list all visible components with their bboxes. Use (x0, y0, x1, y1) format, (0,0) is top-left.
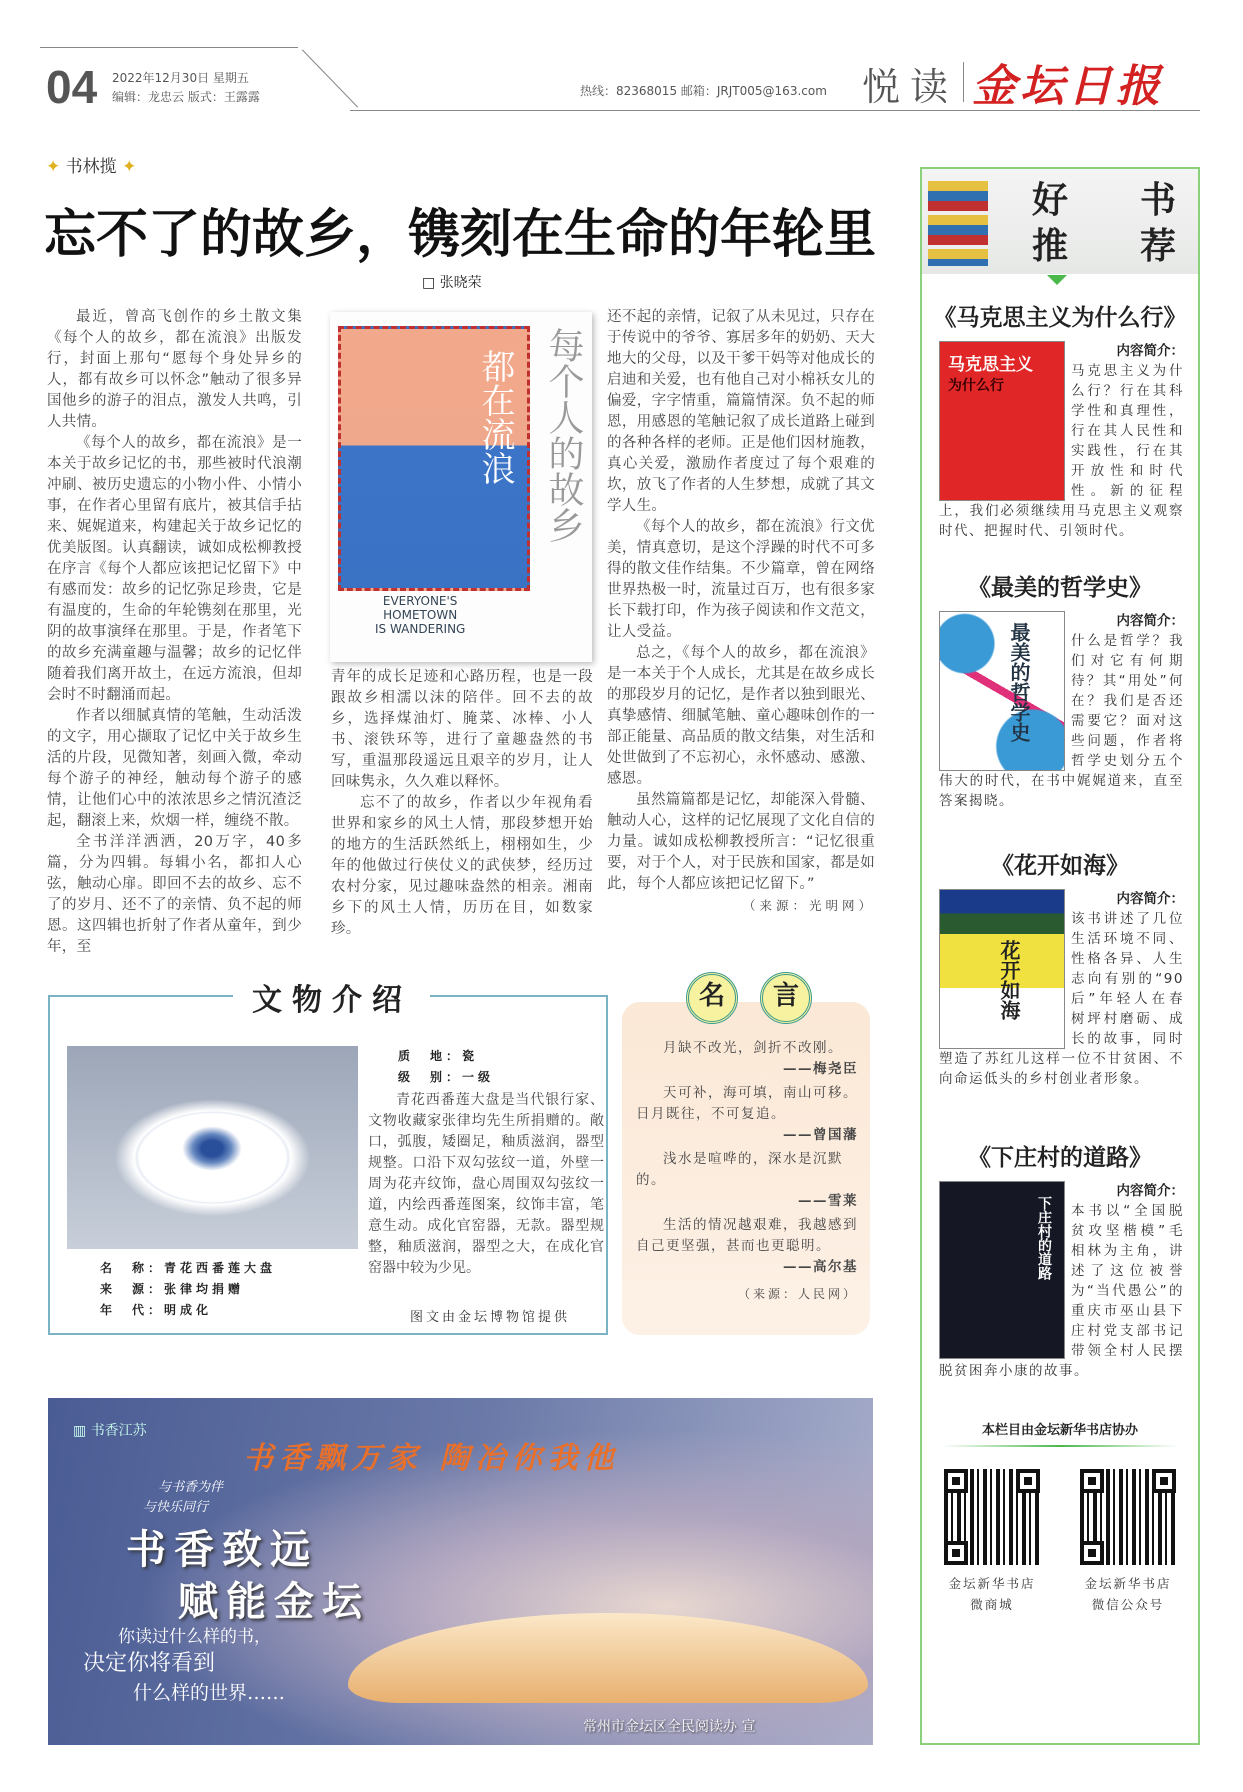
open-book-image (348, 1613, 868, 1703)
article-column-3 (607, 307, 875, 916)
contact-info: 热线：82368015 邮箱：JRJT005@163.com (580, 84, 827, 98)
paragraph: 《每个人的故乡，都在流浪》是一本关于故乡记忆的书，那些被时代浪潮冲刷、被历史遗忘的小物小件、小情小事，在作者心里留有底片，被其信手拈来、娓娓道来，构建起关于故乡记忆的优美版图。认真翻读，诚如成松柳教授在序言《每个人都应该把记忆留下》中有感而发：故乡的记忆弥足珍贵，它是有温度的，生命的年轮镌刻在那里，光阴的故事演绎在那里。于是，作者笔下的故乡充满童趣与温馨；故乡的记忆伴随着我们离开故土，在远方流浪，但却会时不时翻涌而起。 (47, 435, 302, 703)
banner-credit: 常州市金坛区全民阅读办 宣 (583, 1719, 756, 1735)
quote-list (636, 1038, 858, 1305)
relic-credit: 图文由金坛博物馆提供 (410, 1310, 571, 1325)
sidebar-title-line: 推 荐 (1032, 225, 1195, 267)
paragraph: 总之，《每个人的故乡，都在流浪》是一本关于个人成长，尤其是在故乡成长的那段岁月的记忆，是作者以独到眼光、真挚感情、细腻笔触、童心趣味创作的一部正能量、高品质的散文结集，对生活和处世做到了不忘初心，永怀感动、感激、感恩。 (607, 645, 875, 787)
banner-small-text: 与快乐同行 (143, 1500, 209, 1515)
book-intro (939, 889, 1184, 1089)
quote-author: ——雪莱 (798, 1193, 858, 1209)
qr-label (1068, 1573, 1188, 1615)
qr-label-line: 金坛新华书店 (1084, 1576, 1172, 1591)
header-rule (302, 49, 358, 107)
square-icon: □ (422, 275, 436, 291)
cover-en-line: HOMETOWN (383, 608, 458, 622)
quote-text: 月缺不改光，剑折不改刚。 (663, 1040, 843, 1056)
intro-text: 该书讲述了几位生活环境不同、性格各异、人生志向有别的“90后”年轻人在春树坪村磨砺、成长的故事，同时塑造了苏红儿这样一位不甘贫困、不向命运低头的乡村创业者形象。 (939, 911, 1184, 1087)
quotes-badge: 言 (760, 972, 812, 1024)
quotes-badge: 名 (686, 972, 738, 1024)
cover-illustration (338, 326, 530, 591)
editors: 编辑：龙忠云 版式：王露露 (112, 90, 260, 104)
book-title: 《马克思主义为什么行》 (933, 304, 1187, 331)
relic-name: 名 称：青花西番莲大盘 (100, 1261, 277, 1275)
banner-slogan: 书香飘万家 陶冶你我他 (243, 1441, 620, 1476)
banner-headline: 赋能金坛 (178, 1579, 370, 1625)
qr-label (932, 1573, 1052, 1615)
book-title: 《下庄村的道路》 (968, 1144, 1152, 1171)
paragraph: 忘不了的故乡，作者以少年视角看世界和家乡的风土人情，那段梦想开始的地方的生活跃然纸上，栩栩如生，少年的他做过行侠仗义的武侠梦，经历过农村分家，见过趣味盎然的相亲。湘南乡下的风土人情，历历在目，如数家珍。 (331, 795, 593, 937)
issue-date: 2022年12月30日 星期五 (112, 71, 249, 85)
qr-label-line: 微商城 (970, 1597, 1014, 1612)
page-number: 04 (46, 61, 98, 113)
author: 张晓荣 (439, 275, 482, 291)
paragraph: 作者以细腻真情的笔触，生动活泼的文字，用心撷取了记忆中关于故乡生活的片段，见微知著，刻画入微，牵动每个游子的神经，触动每个游子的感情，让他们心中的浓浓思乡之情沉渣泛起，翻滚上来，炊烟一样，缠绕不散。 (47, 708, 302, 829)
banner-logo-text: 书香江苏 (90, 1423, 147, 1439)
book-title: 《最美的哲学史》 (968, 574, 1152, 601)
intro-label: 内容简介： (1116, 891, 1184, 907)
quote-text: 浅水是喧哗的，深水是沉默的。 (636, 1151, 843, 1188)
article-column-1 (47, 307, 302, 958)
newspaper-logo: 金坛日报 (972, 61, 1164, 112)
book-icon: ▥ (73, 1423, 87, 1439)
intro-label: 内容简介： (1116, 1183, 1184, 1199)
book-stack-icon (928, 181, 988, 266)
paragraph: 虽然篇篇都是记忆，却能深入骨髓、触动人心，这样的记忆展现了文化自信的力量。诚如成松柳教授所言：“记忆很重要，对于个人，对于民族和国家，都是如此，每个人都应该把记忆留下。” (607, 792, 875, 892)
book-cover-philosophy: 最美的哲学史 (939, 611, 1065, 771)
banner-logo (73, 1420, 147, 1440)
quotes-box (622, 981, 870, 1335)
book-intro (939, 341, 1184, 541)
sidebar-title-line: 好 书 (1032, 179, 1195, 221)
porcelain-plate-photo (67, 1046, 358, 1249)
quote-author: ——曾国藩 (783, 1127, 858, 1143)
banner-line: 什么样的世界…… (133, 1682, 286, 1704)
qr-code-wechat[interactable] (1080, 1469, 1176, 1565)
paragraph: 青年的成长足迹和心路历程，也是一段跟故乡相濡以沫的陪伴。回不去的故乡，选择煤油灯、腌菜、冰棒、小人书、滚铁环等，进行了童趣盎然的书写，重温那段遥远且艰辛的岁月，让人回味隽永，久久难以释怀。 (331, 669, 593, 790)
triangle-marker (1047, 275, 1067, 285)
column-tag-label: 书林揽 (65, 157, 117, 177)
intro-text: 本书以“全国脱贫攻坚楷模”毛相林为主角，讲述了这位被誉为“当代愚公”的重庆市巫山县下庄村党支部书记带领全村人民摆脱贫困奔小康的故事。 (939, 1203, 1184, 1379)
relic-grade: 级 别：一级 (398, 1070, 495, 1084)
sidebar-assist-note: 本栏目由金坛新华书店协办 (981, 1423, 1138, 1438)
banner-line: 决定你将看到 (83, 1651, 216, 1676)
relic-origin: 来 源：张律均捐赠 (100, 1282, 245, 1296)
relic-specs (398, 1046, 494, 1088)
byline (422, 272, 482, 292)
quote-author: ——梅尧臣 (783, 1061, 858, 1077)
cover-title: 马克思主义 (948, 355, 1033, 375)
relic-material: 质 地：瓷 (398, 1049, 479, 1063)
book-intro (939, 611, 1184, 811)
column-tag (46, 152, 136, 177)
section-name: 悦读 (862, 65, 959, 109)
book-cover-flowers: 花开如海 (939, 889, 1065, 1049)
header-rule (40, 47, 298, 48)
book-intro (939, 1181, 1184, 1381)
intro-label: 内容简介： (1116, 613, 1184, 629)
intro-text: 马克思主义为什么行？行在其科学性和真理性，行在其人民性和实践性，行在其开放性和时代性。新的征程上，我们必须继续用马克思主义观察时代、把握时代、引领时代。 (939, 363, 1184, 539)
cover-subtitle: 为什么行 (948, 378, 1004, 394)
quote-text: 天可补，海可填，南山可移。日月既往，不可复追。 (636, 1085, 858, 1122)
banner-headline: 书香致远 (126, 1527, 318, 1573)
book-title: 《花开如海》 (991, 852, 1129, 879)
quote-text: 生活的情况越艰难，我越感到自己更坚强，甚而也更聪明。 (636, 1217, 858, 1254)
divider (942, 1445, 1178, 1447)
paragraph: 最近，曾高飞创作的乡土散文集《每个人的故乡，都在流浪》出版发行，封面上那句“愿每个身处异乡的人，都有故乡可以怀念”触动了很多异国他乡的游子的泪点，激发人共鸣，引人共情。 (47, 309, 302, 430)
paragraph: 还不起的亲情，记叙了从未见过，只存在于传说中的爷爷、寡居多年的奶奶、天大地大的父母，以及干爹干妈等对他成长的启迪和关爱，也有他自己对小棉袄女儿的偏爱，字字情重，篇篇情深。负不起的师恩，用感恩的笔触记叙了成长道路上碰到的各种各样的老师。正是他们因材施教，真心关爱，激励作者度过了每个艰难的坎，放飞了作者的人生梦想，成就了其文学人生。 (607, 309, 875, 514)
sidebar-title (1032, 177, 1194, 269)
relic-description: 青花西番莲大盘是当代银行家、文物收藏家张律均先生所捐赠的。敞口，弧腹，矮圈足，釉质滋润，器型规整。口沿下双勾弦纹一道，外壁一周为花卉纹饰，盘心周围双勾弦纹一道，内绘西番莲图案，纹饰丰富，笔意生动。成化官窑器，无款。器型规整，釉质滋润，器型之大，在成化官窑器中较为少见。 (368, 1092, 604, 1276)
intro-text: 什么是哲学？我们对它有何期待？其“用处”何在？我们是否还需要它？面对这些问题，作者将哲学史划分五个伟大的时代，在书中娓娓道来，直至答案揭晓。 (939, 633, 1184, 809)
qr-label-line: 微信公众号 (1091, 1597, 1165, 1612)
book-cover-image (330, 312, 592, 662)
article-headline: 忘不了的故乡，镌刻在生命的年轮里 (44, 204, 877, 265)
star-icon: ✦ (46, 157, 61, 177)
book-recommendation-sidebar (920, 167, 1200, 1745)
relic-era: 年 代：明成化 (100, 1303, 213, 1317)
reading-promo-banner (48, 1398, 873, 1745)
quote-author: ——高尔基 (783, 1259, 858, 1275)
book-cover-road: 下庄村的道路 (939, 1181, 1065, 1359)
header-meta (112, 69, 260, 107)
cover-title: 每个人的故乡 (543, 327, 584, 543)
quotes-source: （来源：人民网） (737, 1287, 858, 1301)
star-icon: ✦ (122, 157, 137, 177)
sidebar-header (922, 169, 1198, 274)
paragraph: 全书洋洋洒洒，20万字，40多篇，分为四辑。每辑小名，都扣人心弦，触动心扉。即回不去的故乡、忘不了的岁月、还不了的亲情、负不起的师恩。这四辑也折射了作者从童年，到少年，至 (47, 834, 302, 955)
banner-small-text: 与书香为伴 (158, 1480, 224, 1495)
cover-english (375, 594, 465, 636)
lotus-motif (182, 1126, 242, 1171)
cover-en-line: EVERYONE'S (382, 594, 458, 608)
banner-line: 你读过什么样的书， (118, 1627, 271, 1647)
article-source: （来源：光明网） (742, 898, 875, 913)
paragraph: 《每个人的故乡，都在流浪》行文优美，情真意切，是这个浮躁的时代不可多得的散文佳作结集。不少篇章，曾在网络世界热极一时，流量过百万，也有很多家长下载打印，作为孩子阅读和作文范文，让人受益。 (607, 519, 875, 640)
relic-meta (100, 1258, 276, 1321)
qr-label-line: 金坛新华书店 (948, 1576, 1036, 1591)
intro-label: 内容简介： (1116, 343, 1184, 359)
cover-en-line: IS WANDERING (375, 622, 466, 636)
qr-code-mall[interactable] (944, 1469, 1040, 1565)
relic-title: 文物介绍 (240, 975, 424, 1019)
article-column-2 (331, 667, 593, 940)
cover-title: 都在流浪 (475, 349, 515, 485)
divider (963, 62, 964, 102)
